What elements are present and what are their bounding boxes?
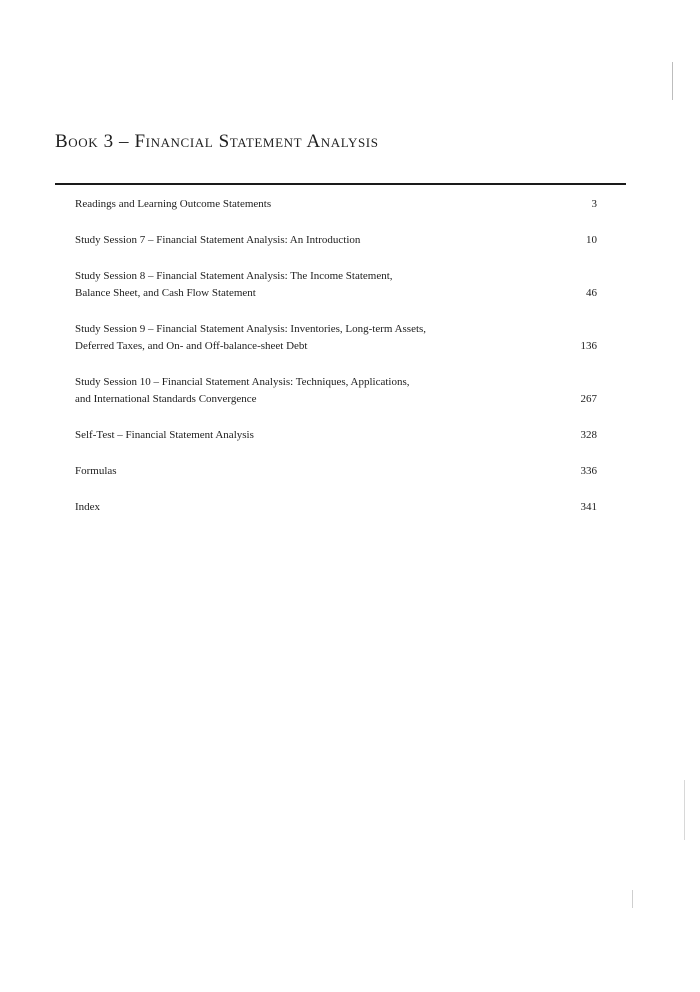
- toc-entry-self-test[interactable]: [75, 427, 597, 444]
- toc-entry-title: Study Session 8 – Financial Statement Analysis: The Income Statement, Balance Sheet, and Cash Flow Statement: [75, 270, 393, 299]
- toc-entry-title: Study Session 10 – Financial Statement Analysis: Techniques, Applications, and International Standards Convergence: [75, 376, 410, 405]
- toc-entry-page: 3: [591, 198, 597, 210]
- table-of-contents: [75, 196, 597, 535]
- toc-entry-readings[interactable]: [75, 196, 597, 213]
- toc-entry-page: 336: [580, 465, 597, 477]
- toc-entry-study-session-8[interactable]: [75, 268, 597, 302]
- toc-entry-title: Index: [75, 501, 101, 513]
- toc-entry-title: Self-Test – Financial Statement Analysis: [75, 429, 254, 441]
- toc-entry-study-session-10[interactable]: [75, 374, 597, 408]
- toc-entry-title: Formulas: [75, 465, 117, 477]
- toc-entry-title: Study Session 7 – Financial Statement Analysis: An Introduction: [75, 234, 361, 246]
- toc-entry-title: Readings and Learning Outcome Statements: [75, 198, 272, 210]
- toc-entry-page: 328: [580, 429, 597, 441]
- toc-entry-study-session-7[interactable]: [75, 232, 597, 249]
- scan-artifact: [684, 780, 685, 840]
- book-title: Book 3 – Financial Statement Analysis: [55, 131, 379, 152]
- title-divider: [55, 183, 626, 185]
- toc-entry-page: 267: [580, 393, 597, 405]
- toc-entry-index[interactable]: [75, 499, 597, 516]
- toc-entry-page: 10: [586, 234, 597, 246]
- toc-entry-title: Study Session 9 – Financial Statement Analysis: Inventories, Long-term Assets, Deferred Taxes, and On- and Off-balance-sheet Debt: [75, 323, 427, 352]
- toc-entry-page: 341: [580, 501, 597, 513]
- scan-artifact: [672, 62, 673, 100]
- toc-entry-page: 136: [580, 340, 597, 352]
- scan-artifact: [632, 890, 633, 908]
- toc-entry-formulas[interactable]: [75, 463, 597, 480]
- toc-entry-study-session-9[interactable]: [75, 321, 597, 355]
- toc-entry-page: 46: [586, 287, 597, 299]
